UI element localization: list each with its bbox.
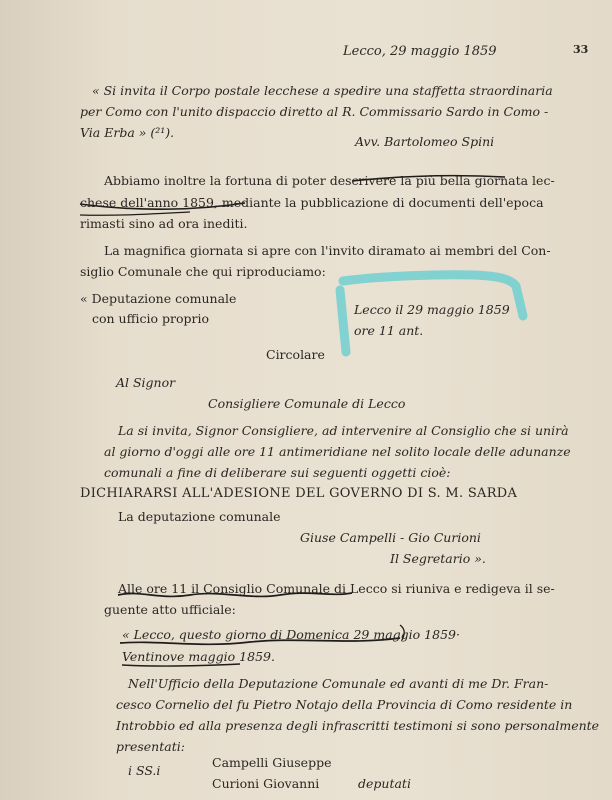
para3-line2: guente atto ufficiale: xyxy=(104,602,236,617)
para1-line2: chese dell'anno 1859, mediante la pubblicazione di documenti dell'epoca xyxy=(80,195,544,210)
letter1-signature: Avv. Bartolomeo Spini xyxy=(355,134,495,149)
atto-line2: Ventinove maggio 1859. xyxy=(122,649,275,664)
atto-line1: « Lecco, questo giorno di Domenica 29 maggio 1859· xyxy=(122,627,460,642)
circolare-al-signor: Al Signor xyxy=(116,375,176,390)
circolare-date-line2: ore 11 ant. xyxy=(354,323,424,338)
atto-body4: presentati: xyxy=(116,739,185,754)
para2-line2: siglio Comunale che qui riproduciamo: xyxy=(80,264,326,279)
atto-body1: Nell'Ufficio della Deputazione Comunale ed avanti di me Dr. Fran- xyxy=(128,676,549,691)
circolare-body3: comunali a fine di deliberare sui seguenti oggetti cioè: xyxy=(104,465,451,480)
para2-line1: La magnifica giornata si apre con l'invito diramato ai membri del Con- xyxy=(104,243,551,258)
pen-underline-3 xyxy=(80,212,190,215)
letter1-line3: Via Erba » (²¹). xyxy=(80,125,175,140)
circolare-recipient: Consigliere Comunale di Lecco xyxy=(208,396,406,411)
letter1-date: Lecco, 29 maggio 1859 xyxy=(343,44,497,59)
pen-underline-4 xyxy=(122,664,240,666)
circolare-secretary: Il Segretario ». xyxy=(390,551,486,566)
circolare-signers: Giuse Campelli - Gio Curioni xyxy=(300,530,481,545)
circolare-header-left2: con ufficio proprio xyxy=(92,311,209,326)
circolare-body1: La si invita, Signor Consigliere, ad intervenire al Consiglio che si unirà xyxy=(118,423,569,438)
para3-line1: Alle ore 11 il Consiglio Comunale di Lecco si riuniva e redigeva il se- xyxy=(118,581,555,596)
letter1-line2: per Como con l'unito dispaccio diretto al R. Commissario Sardo in Como - xyxy=(80,104,549,119)
atto-ssi: i SS.i xyxy=(128,763,161,778)
atto-body2: cesco Cornelio del fu Pietro Notajo della Provincia di Como residente in xyxy=(116,697,573,712)
circolare-date-line1: Lecco il 29 maggio 1859 xyxy=(354,302,510,317)
atto-name1: Campelli Giuseppe xyxy=(212,755,332,770)
atto-name2: Curioni Giovanni xyxy=(212,776,320,791)
circolare-header-left1: « Deputazione comunale xyxy=(80,291,237,306)
circolare-body2: al giorno d'oggi alle ore 11 antimeridiane nel solito locale delle adunanze xyxy=(104,444,571,459)
para1-line3: rimasti sino ad ora inediti. xyxy=(80,216,248,231)
atto-body3: Introbbio ed alla presenza degli infrascritti testimoni si sono personalmente xyxy=(116,718,600,733)
circolare-deputazione: La deputazione comunale xyxy=(118,509,281,524)
page-number: 33 xyxy=(573,43,589,56)
para1-line1: Abbiamo inoltre la fortuna di poter descrivere la più bella giornata lec- xyxy=(104,173,555,188)
circolare-title: Circolare xyxy=(266,347,325,362)
circolare-resolution: DICHIARARSI ALL'ADESIONE DEL GOVERNO DI S. M. SARDA xyxy=(80,486,518,501)
letter1-line1: « Si invita il Corpo postale lecchese a spedire una staffetta straordinaria xyxy=(92,83,553,98)
atto-deputati: deputati xyxy=(358,776,411,791)
